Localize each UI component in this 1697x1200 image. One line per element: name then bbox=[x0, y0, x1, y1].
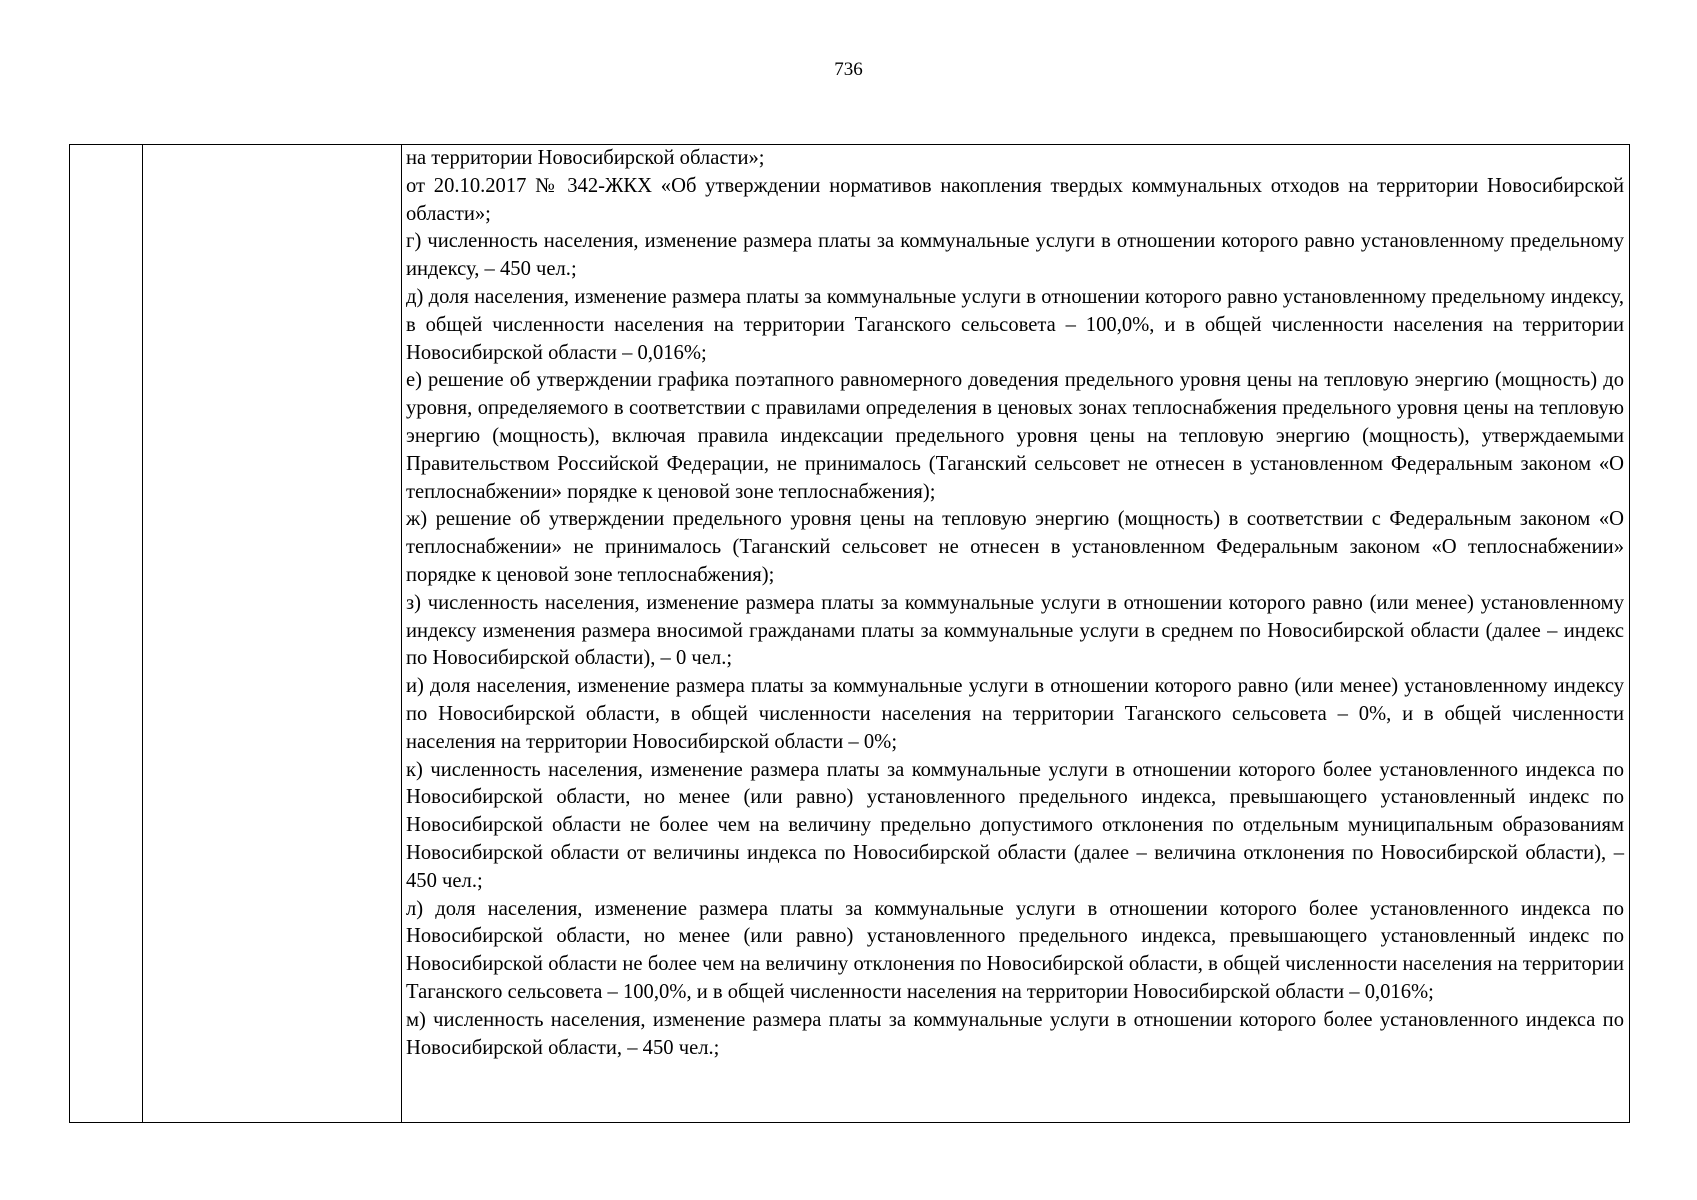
page-number: 736 bbox=[834, 59, 863, 80]
paragraph-item-e: е) решение об утверждении графика поэтапного равномерного доведения предельного уровня цены на тепловую энергию (мощность) до уровня, определяемого в соответствии с правилами определения в ценовых зонах теплоснабжения предельного уровня цены на тепловую энергию (мощность), включая правила индексации предельного уровня цены на тепловую энергию (мощность), утверждаемыми Правительством Российской Федерации, не принималось (Таганский сельсовет не отнесен в установленном Федеральным законом «О теплоснабжении» порядке к ценовой зоне теплоснабжения); bbox=[406, 369, 1624, 503]
table-row bbox=[70, 145, 1630, 1123]
paragraph-order-reference: от 20.10.2017 № 342-ЖКХ «Об утверждении нормативов накопления твердых коммунальных отходов на территории Новосибирской области»; bbox=[406, 174, 1624, 225]
paragraph-continuation: на территории Новосибирской области»; bbox=[406, 147, 765, 169]
table-cell-number bbox=[70, 145, 143, 1123]
table-cell-name bbox=[143, 145, 402, 1123]
paragraph-item-z: з) численность населения, изменение размера платы за коммунальные услуги в отношении которого равно (или менее) установленному индексу изменения размера вносимой гражданами платы за коммунальные услуги в среднем по Новосибирской области (далее – индекс по Новосибирской области), – 0 чел.; bbox=[406, 591, 1624, 670]
paragraph-item-i: и) доля населения, изменение размера платы за коммунальные услуги в отношении которого равно (или менее) установленному индексу по Новосибирской области, в общей численности населения на территории Таганского сельсовета – 0%, и в общей численности населения на территории Новосибирской области – 0%; bbox=[406, 675, 1624, 753]
table-cell-content bbox=[402, 145, 1630, 1123]
paragraph-item-m: м) численность населения, изменение размера платы за коммунальные услуги в отношении которого более установленного индекса по Новосибирской области, – 450 чел.; bbox=[406, 1008, 1624, 1059]
paragraph-item-g: г) численность населения, изменение размера платы за коммунальные услуги в отношении которого равно установленному предельному индексу, – 450 чел.; bbox=[406, 230, 1624, 281]
paragraph-item-k: к) численность населения, изменение размера платы за коммунальные услуги в отношении которого более установленного индекса по Новосибирской области, но менее (или равно) установленного предельного индекса, превышающего установленный индекс по Новосибирской области не более чем на величину предельно допустимого отклонения по отдельным муниципальным образованиям Новосибирской области от величины индекса по Новосибирской области (далее – величина отклонения по Новосибирской области), – 450 чел.; bbox=[406, 758, 1624, 892]
paragraph-item-zh: ж) решение об утверждении предельного уровня цены на тепловую энергию (мощность) в соответствии с Федеральным законом «О теплоснабжении» не принималось (Таганский сельсовет не отнесен в установленном Федеральным законом «О теплоснабжении» порядке к ценовой зоне теплоснабжения); bbox=[406, 508, 1624, 586]
paragraph-item-d: д) доля населения, изменение размера платы за коммунальные услуги в отношении которого равно установленному предельному индексу, в общей численности населения на территории Таганского сельсовета – 100,0%, и в общей численности населения на территории Новосибирской области – 0,016%; bbox=[406, 285, 1624, 364]
paragraph-item-l: л) доля населения, изменение размера платы за коммунальные услуги в отношении которого более установленного индекса по Новосибирской области, но менее (или равно) установленного предельного индекса, превышающего установленный индекс по Новосибирской области не более чем на величину отклонения по Новосибирской области, в общей численности населения на территории Таганского сельсовета – 100,0%, и в общей численности населения на территории Новосибирской области – 0,016%; bbox=[406, 897, 1624, 1003]
document-table bbox=[69, 144, 1630, 1123]
